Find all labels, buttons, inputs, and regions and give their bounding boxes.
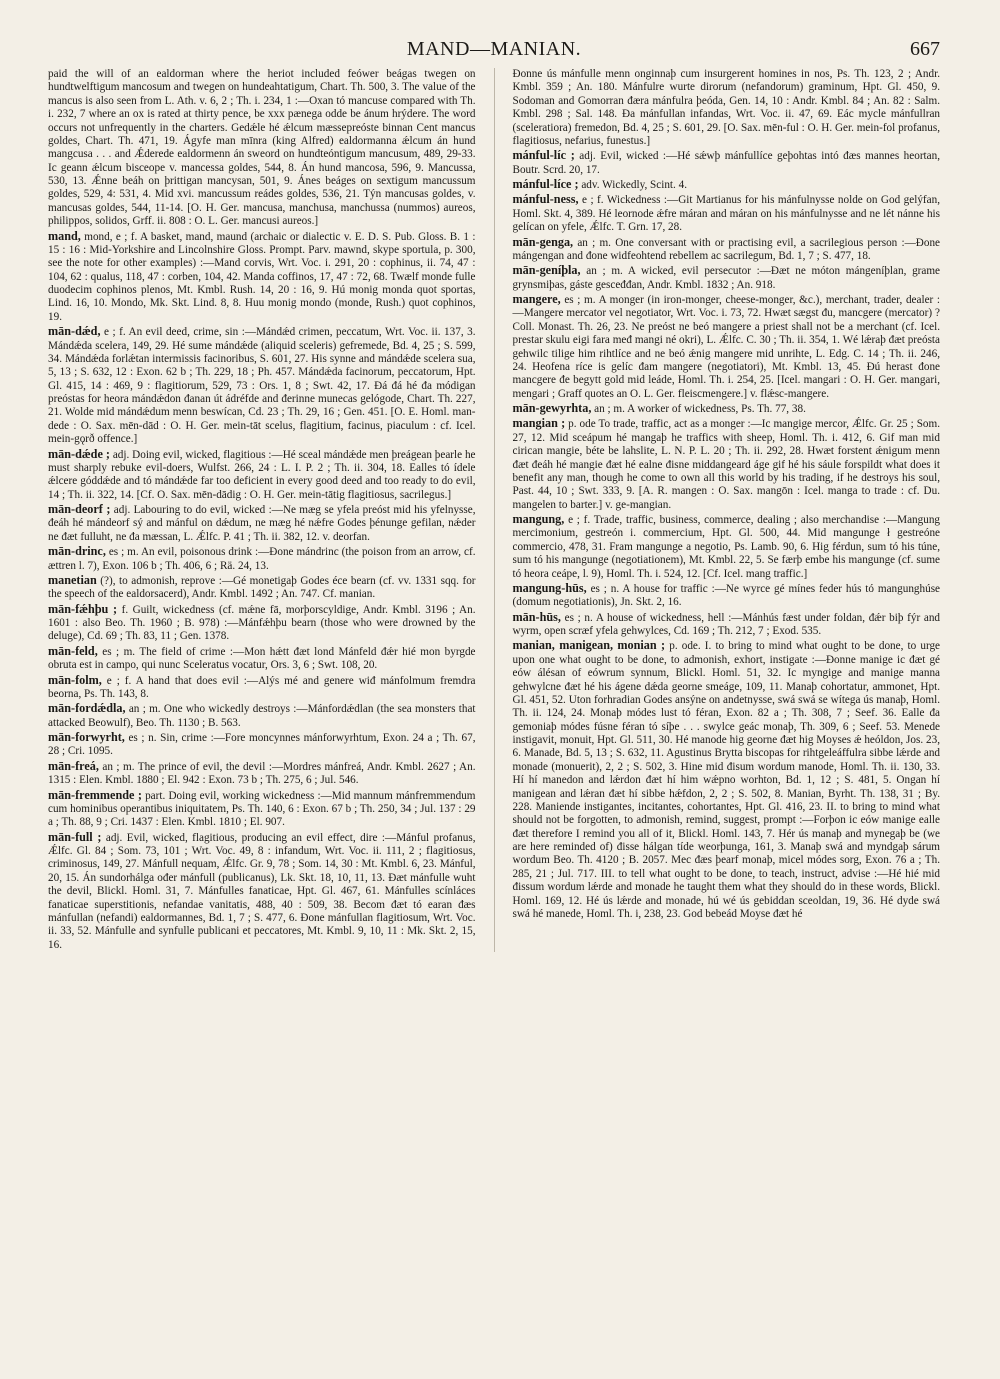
dictionary-entry	[48, 788, 476, 830]
entry-text: p. ode. I. to bring to mind what ought to be done, to urge upon one what ought to be done, to admonish, exhort, instigate :—Đonne manige ic đæt gé eów álésan of eówrum synnum, Blickl. Homl. 51, 32. Ic myngige and manige manna gehwylcne đæt hé his ágene dǽda georne smeáge, 109, 11. Manaþ cohortatur, ammonet, Hpt. Gl. 451, 52. Uton forhradian Godes ansýne on andetnysse, swá swá se wítega ús manaþ, Homl. Th. ii. 124, 24. Monaþ módes lust tó féran, Exon. 82 a ; Th. 308, 7 ; Seef. 36. Ealle đa gemoniaþ módes fúsne féran tó síþe . . . swylce geác monaþ, Th. 309, 6 ; Seef. 53. Menede instigavit, monuit, Hpt. Gl. 511, 30. Hé manode hig georne đæt hig Moyses ǽ heóldon, Jos. 23, 6. Manade, Bd. 5, 13 ; S. 632, 11. Agustinus Brytta biscopas for rihtgeleáffulra sibbe lǽrde and monade (monuerit), 2, 2 ; S. 502, 3. Hine mid đisum wordum manode, Homl. Th. ii. 130, 33. Hí hí manedon and lǽrdon đæt hí him wǽpno worhton, Bd. 1, 12 ; S. 481, 5. Ongan hí manigean and lǽran đæt hí sibbe hǽfdon, 2, 2 ; S. 502, 8. Manian, Byrht. Th. 138, 31 ; By. 228. Maniende instigantes, incitantes, cohortantes, Hpt. Gl. 416, 23. II. to bring to mind what should not be forgotten, to admonish, remind, suggest, prompt :—Forþon ic eów manige ealle đæt therefore I remind you all of it, Blickl. Homl. 143, 7. Hér ús manaþ and mynegaþ be (we are here reminded of) đisse hálgan tíde weorþunga, 161, 3. Manaþ swá and myndgaþ sárum wordum Beo. Th. 4120 ; B. 2057. Mec đæs þearf monaþ, micel módes sorg, Exon. 76 a ; Th. 285, 21 ; Jul. 717. III. to tell what ought to be done, to teach, instruct, advise :—Hé hié mid đissum wordum lǽrde and monade he taught them what they should do in these words, Blickl. Homl. 169, 12. Hé ús lǽrde and monade, hú wé ús gebiddan sceoldan, 19, 36. Hé dyde swá swá hé manede, Homl. Th. i, 238, 23. God bebeád Moyse đæt hé	[512, 640, 941, 920]
page-number: 667	[910, 38, 940, 60]
entry-headword: mān-freá,	[48, 758, 99, 773]
two-column-body	[48, 68, 940, 952]
entry-headword: mān-full ;	[48, 829, 102, 844]
entry-text: adj. Evil, wicked :—Hé sǽwþ mánfullíce geþohtas intó đæs mannes heortan, Boutr. Scrd. 20, 17.	[512, 150, 941, 176]
entry-headword: mān-hūs,	[512, 609, 561, 624]
entry-headword: mangere,	[512, 292, 561, 306]
dictionary-entry	[513, 581, 941, 610]
dictionary-entry	[513, 263, 941, 292]
entry-text: e ; f. An evil deed, crime, sin :—Mándǽd crimen, peccatum, Wrt. Voc. ii. 137, 3. Mándǽda scelera, 149, 29. Hé sume mándǽde (aliquid sceleris) gefremede, Bd. 4, 25 ; S. 599, 34. Mándǽda forlǽtan intermissis facinoribus, S. 601, 27. His synne and mándǽde scelera sua, 5, 13 ; S. 632, 12 : Exon. 62 b ; Th. 229, 18 ; Ph. 457. Mándǽda facinorum, peccatorum, Hpt. Gl. 415, 14 : 469, 9 : flagitiorum, 529, 73 : Ors. 1, 8 ; Swt. 42, 17. Đá đá hé đa módigan preóstas for heora mándǽdon đanan út ádréfde and đerinne munecas gelógode, Chart. Th. 227, 21. Wolde mid mándǽdum menn beswícan, Cd. 23 ; Th. 29, 16 ; Gen. 451. [O. E. Homl. man-dede : O. Sax. mēn-dād : O. H. Ger. mein-tāt scelus, flagitium, facinus, piaculum : cf. Icel. mein-gǫrð offence.]	[48, 326, 476, 446]
entry-text: part. Doing evil, working wickedness :—Mid mannum mánfremmendum cum hominibus operantibus iniquitatem, Ps. Th. 140, 6 : Exon. 67 b ; Th. 250, 34 ; Jul. 137 : 29 a ; Th. 88, 9 ; Cri. 1437 : Elen. Kmbl. 1810 ; El. 907.	[48, 789, 476, 829]
entry-headword: mand,	[48, 228, 81, 243]
dictionary-entry	[48, 830, 476, 952]
dictionary-entry	[48, 602, 476, 644]
dictionary-entry	[48, 68, 476, 229]
dictionary-entry	[513, 512, 941, 581]
entry-headword: mánful-líc ;	[512, 148, 575, 163]
entry-headword: mangung-hūs,	[512, 580, 587, 595]
entry-headword: mān-forwyrht,	[48, 730, 125, 744]
entry-text: es ; n. A house for traffic :—Ne wyrce gé mínes feder hús tó mangunghúse (domum negotiationis), Jn. Skt. 2, 16.	[512, 582, 941, 609]
entry-headword: mangung,	[512, 512, 565, 526]
entry-headword: mān-fremmende ;	[48, 787, 142, 802]
dictionary-entry	[48, 701, 476, 730]
entry-headword: mān-dǽde ;	[48, 446, 110, 461]
dictionary-entry	[48, 502, 476, 544]
entry-text: an ; m. The prince of evil, the devil :—Mordres mánfreá, Andr. Kmbl. 2627 ; An. 1315 : Elen. Kmbl. 1880 ; El. 942 : Exon. 73 b ; Th. 275, 6 ; Jul. 546.	[48, 760, 476, 787]
entry-headword: mān-genga,	[512, 234, 574, 249]
entry-headword: mān-dǽd,	[48, 324, 101, 339]
entry-text: an ; m. One who wickedly destroys :—Mánfordǽdlan (the sea monsters that attacked Beowulf), Beo. Th. 1130 ; B. 563.	[48, 703, 476, 729]
entry-headword: mān-fordǽdla,	[48, 701, 126, 716]
dictionary-entry	[513, 177, 941, 192]
entry-text: es ; m. A monger (in iron-monger, cheese-monger, &c.), merchant, trader, dealer :—Mangere mercator vel negotiator, Wrt. Voc. i. 73, 72. Hwæt sægst đu, mancgere (mercator) ? Coll. Monast. Th. 26, 23. Ne preóst ne beó mangere a priest shall not be a merchant (cf. Icel. prestar skulu eigi fara međ mangi né okri), L. Ǽlfc. C. 30 ; Th. ii. 354, 1. Wé lǽraþ đæt preósta gehwilc tilige him rihtlíce and ne beó ǽnig mangere mid unrihte, L. Edg. C. 14 ; Th. ii. 246, 24. Heofena ríce is gelíc đam mangere (negotiatori), Mt. Kmbl. 13, 45. Đú herast đone mancgere đe begytt gold mid leáde, Homl. Th. i. 254, 25. [Icel. mangari : O. H. Ger. mangari, mengari ; Graff quotes an O. L. Ger. fleiscmengere.] v. flǽsc-mangere.	[512, 294, 941, 400]
entry-headword: mān-gewyrhta,	[512, 401, 592, 415]
dictionary-entry	[513, 401, 941, 416]
entry-headword: manetian	[48, 572, 97, 587]
dictionary-entry	[48, 730, 476, 759]
dictionary-entry	[513, 192, 941, 234]
entry-headword: mān-fǽhþu ;	[48, 601, 118, 616]
entry-headword: mān-drinc,	[48, 544, 106, 559]
running-head: MAND—MANIAN.	[406, 38, 582, 60]
entry-text: an ; m. A wicked, evil persecutor :—Đæt ne móton mángeníþlan, grame grynsmiþas, gáste gesceđđan, Andr. Kmbl. 1832 ; An. 918.	[512, 265, 941, 291]
entry-text: f. Guilt, wickedness (cf. mǽne fā, morþorscyldige, Andr. Kmbl. 3196 ; An. 1601 : also Beo. Th. 1960 ; B. 978) :—Mánfǽhþu bearn (those who were drowned by the deluge), Cd. 69 ; Th. 83, 11 ; Gen. 1378.	[48, 603, 476, 643]
dictionary-entry	[48, 573, 476, 602]
entry-text: an ; m. A worker of wickedness, Ps. Th. 77, 38.	[594, 403, 806, 415]
entry-headword: mān-folm,	[48, 672, 102, 687]
entry-text: Đonne ús mánfulle menn onginnaþ cum insurgerent homines in nos, Ps. Th. 123, 2 ; Andr. Kmbl. 359 ; An. 180. Mánfulre wurte dirorum (nefandorum) graminum, Hpt. Gl. 450, 9. Sodoman and Gomorran đæra mánfulra þeóda, Gen. 14, 10 : Andr. Kmbl. 84 ; An. 82 : Salm. Kmbl. 298 ; Sal. 148. Đa mánfullan infandas, Wrt. Voc. ii. 47, 69. Eác mycle mánfullran (sceleratiora) fremedon, Bd. 4, 25 ; S. 601, 29. [O. Sax. mēn-ful : O. H. Ger. mein-fol profanus, flagitiosus, nefarius, funestus.]	[512, 68, 941, 147]
entry-text: e ; f. A hand that does evil :—Alýs mé and genere wiđ mánfolmum fremdra beorna, Ps. Th. 143, 8.	[48, 674, 476, 700]
entry-text: adv. Wickedly, Scint. 4.	[581, 179, 688, 191]
dictionary-entry	[48, 644, 476, 673]
dictionary-entry	[513, 416, 941, 512]
entry-text: paid the will of an ealdorman where the heriot included feówer beágas twegen on hundtwelftigum mancosum and twegen on hundeahtatigum, Chart. Th. 500, 3. The value of the mancus is also seen from L. Ath. v. 6, 2 ; Th. i. 234, 1 :—Oxan tó mancuse compared with Th. i. 232, 7 where an ox is rated at thirty pence, be xxx pænega odde be ánum hrýdere. The word occurs not unfrequently in the charters. Gedǽle hé ǽlcum mæssepreóste binnan Cent mancus goldes, Chart. Th. 471, 19. Ágyfe man mīnra (king Alfred) ealdormanna ǽlcum án hund mangcusa . . . and Ǽderede ealdormenn án sweord on hundteóntigum mancusum, 489, 29-33. Ic geann ǽlcum bisceope v. mancessa goldes, 544, 8. Án hund mancosa, 596, 9. Mancussa, 530, 13. Ǽnne beáh on þrittigan mancysan, 501, 9. Ánes beáges on sextigum mancussum goldes, 529, 4: 531, 4. Mid xvi. mancussum reádes goldes, 536, 21. Týn mancusas goldes, v. mancusas goldes, 544, 11-14. [O. H. Ger. mancusa, manchusa, manchussa (nummos) aureos, philippos, solidos, Grff. ii. 808 : O. L. Ger. mancusi aureos.]	[48, 68, 476, 228]
dictionary-entry	[513, 235, 941, 264]
dictionary-entry	[48, 544, 476, 573]
entry-headword: mánful-ness,	[512, 192, 579, 207]
entry-text: an ; m. One conversant with or practising evil, a sacrilegious person :—Đone mángengan and đone widfeohtend rebellem ac sacrilegum, Bd. 1, 7 ; S. 477, 18.	[512, 236, 941, 262]
column-divider	[494, 68, 495, 952]
entry-headword: mān-feld,	[48, 643, 98, 658]
entry-headword: mān-geníþla,	[512, 263, 581, 278]
dictionary-entry	[513, 638, 941, 921]
entry-text: e ; f. Trade, traffic, business, commerce, dealing ; also merchandise :—Mangung mercimonium, gestreón i. commercium, Hpt. Gl. 500, 44. Mid mangunge ł gestreóne commercio, 478, 31. Fram mangunge a negotio, Ps. Lamb. 90, 6. Hig férdun, sum tó his túne, sum tó his mangunge (negotiationem), Mt. Kmbl. 22, 5. Se færþ embe his mangunge (cf. sume tó heora ceápe, l. 9), Homl. Th. i. 524, 12. [Cf. Icel. mang traffic.]	[512, 514, 941, 580]
entry-headword: mān-deorf ;	[48, 502, 111, 516]
dictionary-entry	[48, 759, 476, 788]
entry-text: es ; n. Sin, crime :—Fore moncynnes mánforwyrhtum, Exon. 24 a ; Th. 67, 28 ; Cri. 1095.	[48, 732, 476, 758]
dictionary-entry	[48, 447, 476, 503]
dictionary-entry	[513, 148, 941, 177]
left-column	[48, 68, 476, 952]
entry-text: adj. Doing evil, wicked, flagitious :—Hé sceal mándǽde men þreágean þearle he must sharply rebuke evil-doers, Wulfst. 266, 24 : L. I. P. 2 ; Th. ii. 304, 18. Ealles tó ídele ǽlcere góddǽde and tó mándǽde far too deficient in every good deed and too ready to do evil, 14 ; Th. ii. 322, 14. [Cf. O. Sax. mēn-dādig : O. H. Ger. mein-tātig flagitiosus, sacrilegus.]	[48, 448, 476, 501]
entry-text: adj. Labouring to do evil, wicked :—Ne mæg se yfela preóst mid his yfelnysse, đeáh hé mándeorf sý and mánful on dǽdum, ne mæg hé nǽfre Godes þénunge gefilan, nǽder ne đæt fulluht, ne đa mæssan, L. Ǽlfc. P. 41 ; Th. ii. 382, 12. v. deorfan.	[48, 504, 476, 543]
entry-text: e ; f. Wickedness :—Git Martianus for his mánfulnysse nolde on God gelýfan, Homl. Skt. 4, 389. Hé leornode ǽfre máran and máran on his mánfulnysse and ne lét nánne his gelícan on yfele, Ǽlfc. T. Grn. 17, 28.	[512, 194, 941, 234]
entry-text: adj. Evil, wicked, flagitious, producing an evil effect, dire :—Mánful profanus, Ǽlfc. Gl. 84 ; Som. 73, 101 ; Wrt. Voc. 49, 8 : infandum, Wrt. Voc. ii. 111, 2 ; flagitiosus, criminosus, 149, 27. Mánfull nequam, Ǽlfc. Gr. 9, 78 ; Som. 14, 30 : Mt. Kmbl. 6, 23. Mánful, 20, 15. Án sundorhálga ođer mánfull (publicanus), Lk. Skt. 18, 10, 11, 13. Đæt mánfulle wuht the devil, Blickl. Homl. 31, 7. Mánfulles fanaticae, Hpt. Gl. 467, 61. Mánfulles scínláces fanaticae superstitionis, nefandae vanitatis, 488, 40 : 509, 38. Becom đæt tó earan đæs mánfullan (nefandi) ealdormannes, Bd. 1, 7 ; S. 477, 6. Đone mánfullan flagitiosum, Wrt. Voc. ii. 33, 52. Mánfulle and synfulle publicani et peccatores, Mt. Kmbl. 9, 10, 11 : Mk. Skt. 2, 15, 16.	[48, 831, 476, 951]
dictionary-entry	[48, 229, 476, 325]
entry-text: p. ode To trade, traffic, act as a monger :—Ic mangige mercor, Ǽlfc. Gr. 25 ; Som. 27, 12. Mid sceápum hé mangaþ he traffics with sheep, Homl. Th. i. 412, 6. Gif man mid cirican mangie, béte be lahslite, L. N. P. L. 20 ; Th. ii. 292, 28. Hwæt forstent ǽnigum menn đæt đeáh hé mangie đæt hé ealne đisne middangeard áge gif hé his sáule forspildt what does it benefit any man, though he come to own all this world by his trading, if he destroys his soul, Past. 44, 10 ; Swt. 333, 9. [A. R. mangen : O. Sax. mangōn : Icel. manga to trade : cf. Du. mangelen to barter.] v. ge-mangian.	[512, 418, 941, 511]
dictionary-entry	[513, 292, 941, 401]
entry-text: es ; m. An evil, poisonous drink :—Đone mándrinc (the poison from an arrow, cf. ættren l. 7), Exon. 106 b ; Th. 406, 6 ; Rä. 24, 13.	[48, 546, 476, 572]
entry-headword: manian, manigean, monian ;	[512, 638, 666, 653]
dictionary-entry	[48, 324, 476, 446]
page-header	[48, 36, 940, 64]
entry-headword: mánful-líce ;	[512, 177, 579, 191]
dictionary-entry	[513, 610, 941, 639]
entry-text: es ; m. The field of crime :—Mon hǽtt đæt lond Mánfeld đǽr hié mon byrgde obruta est in campo, qui nunc Sceleratus vocatur, Ors. 3, 6 ; Swt. 108, 20.	[48, 645, 476, 672]
right-column	[513, 68, 941, 952]
entry-text: mond, e ; f. A basket, mand, maund (archaic or dialectic v. E. D. S. Pub. Gloss. B. 1 : 15 : 16 : Mid-Yorkshire and Lincolnshire Gloss. Prompt. Parv. mawnd, skype sportula, p. 300, see the note for other examples) :—Mand corvis, Wrt. Voc. i. 291, 20 : cophinus, ii. 74, 47 : 104, 62 : qualus, 118, 47 : corben, 104, 42. Manda coffinos, 17, 47 : 72, 68. Twælf monde fulle duodecim cophinos plenos, Mt. Kmbl. Rush. 14, 20 : 16, 9. Hú monig monda quot sportas, Lind. 16, 10. Mondo, Mk. Skt. Lind. 8, 8. Huu monig mondo (monde, Rush.) quot cophinos, 19.	[48, 230, 476, 323]
entry-text: es ; n. A house of wickedness, hell :—Mánhús fæst under foldan, đǽr biþ fýr and wyrm, open scræf yfela gehwylces, Cd. 169 ; Th. 212, 7 ; Exod. 535.	[512, 611, 941, 637]
entry-text: (?), to admonish, reprove :—Gé monetigaþ Godes éce bearn (cf. vv. 1331 sqq. for the speech of the ealdorsacerd), Andr. Kmbl. 1492 ; An. 747. Cf. manian.	[48, 574, 476, 601]
dictionary-entry	[48, 673, 476, 702]
entry-headword: mangian ;	[512, 416, 566, 431]
dictionary-entry	[513, 68, 941, 148]
